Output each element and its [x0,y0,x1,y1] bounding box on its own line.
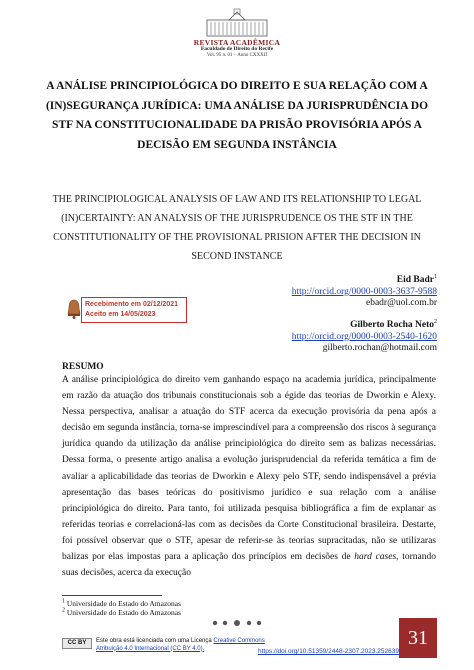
license-link[interactable]: Creative Commons Atribuição 4.0 Internacional (CC BY 4.0). [96,638,265,652]
footnote-2-text: Universidade do Estado do Amazonas [66,608,182,617]
abstract-body [62,372,436,581]
abstract-text-1: A análise principiológica do direito vem ganhando espaço na academia jurídica, principalmente em razão da atuação dos tribunais constitucionais sob a égide das teorias de Dworkin e Alexy. Nessa perspectiva, analisar a atuação do STF acerca da execução provisória da pena após a decisão em segunda instância, torna-se imprescindível para a compreensão dos riscos à segurança jurídica quando da utilização da análise principiológica do direito sem as balizas necessárias. Dessa forma, o presente artigo analisa a evolução jurisprudencial da referida temática a fim de avaliar a aplicabilidade das teorias de Dworkin e Alexy pelo STF, sendo indispensável a prévia apresentação das bases teóricas do positivismo jurídico e sua relação com a análise principiológica do direito. Para tanto, foi utilizada pesquisa bibliográfica a fim de explanar as referidas teorias e correlacioná-las com as decisões da Corte Constitucional brasileira. Destarte, foi possível observar que o STF, apesar de referir-se às teorias supracitadas, não se utilizaras balizas por elas impostas para a aplicação dos princípios em decisões de [62,375,436,563]
author-1-orcid-link[interactable]: http://orcid.org/0000-0003-3637-9588 [291,286,437,297]
journal-volume: Vol. 95 n. 01 – Anno CXXXII [206,53,268,58]
footnote-1 [62,599,181,608]
cc-license-badge[interactable]: CC BY [62,638,92,649]
abstract-emphasis: hard cases, [354,552,399,563]
author-1 [292,275,437,310]
author-2-name: Gilberto Rocha Neto [350,320,434,330]
article-title-pt: A ANÁLISE PRINCIPIOLÓGICA DO DIREITO E SUA RELAÇÃO COM A (IN)SEGURANÇA JURÍDICA: UMA ANÁLISE DA JURISPRUDÊNCIA DO STF NA CONSTITUCIONALIDADE DA PRISÃO PROVISÓRIA APÓS A DECISÃO EM SEGUNDA INSTÂNCIA [45,80,429,151]
decorative-ornament-icon [210,618,264,628]
footnote-2 [62,608,181,617]
received-date: Recebimento em 02/12/2021 [85,301,178,308]
license-prefix: Este obra está licenciada com uma Licença [96,638,214,644]
author-2-footnote-ref: 2 [434,318,437,325]
author-2 [292,320,437,355]
author-2-email: gilberto.rochan@hotmail.com [322,343,437,353]
submission-dates-box [81,297,187,323]
doi-link[interactable]: https://doi.org/10.51359/2448-2307.2023.252639 [258,648,399,655]
article-title-en: THE PRINCIPIOLOGICAL ANALYSIS OF LAW AND ITS RELATIONSHIP TO LEGAL (IN)CERTAINTY: AN ANALYSIS OF THE JURISPRUDENCE OS THE STF IN THE CONSTITUTIONALITY OF THE PROVISIONAL PRISION AFTER THE DECISION IN SECOND INSTANCE [52,194,422,262]
accepted-date: Aceito em 14/05/2023 [85,311,156,318]
abstract-heading: RESUMO [62,362,104,372]
author-2-orcid-link[interactable]: http://orcid.org/0000-0003-2540-1620 [291,331,437,342]
journal-subtitle: Faculdade de Direito do Recife [200,46,274,52]
author-1-name: Eid Badr [396,275,434,285]
author-1-footnote-ref: 1 [434,273,437,280]
footnote-1-text: Universidade do Estado do Amazonas [66,599,182,608]
license-text [96,638,266,653]
journal-name: REVISTA ACADÊMICA [193,38,281,47]
page-number: 31 [399,618,437,658]
building-logo-icon [205,8,269,38]
author-1-email: ebadr@uol.com.br [365,298,437,308]
footnote-2-number: 2 [62,607,65,614]
footnote-divider [62,595,162,596]
bell-icon [67,298,81,320]
footnote-1-number: 1 [62,598,65,605]
abstract-text-2: tornando suas decisões, acerca da execução [62,552,436,579]
